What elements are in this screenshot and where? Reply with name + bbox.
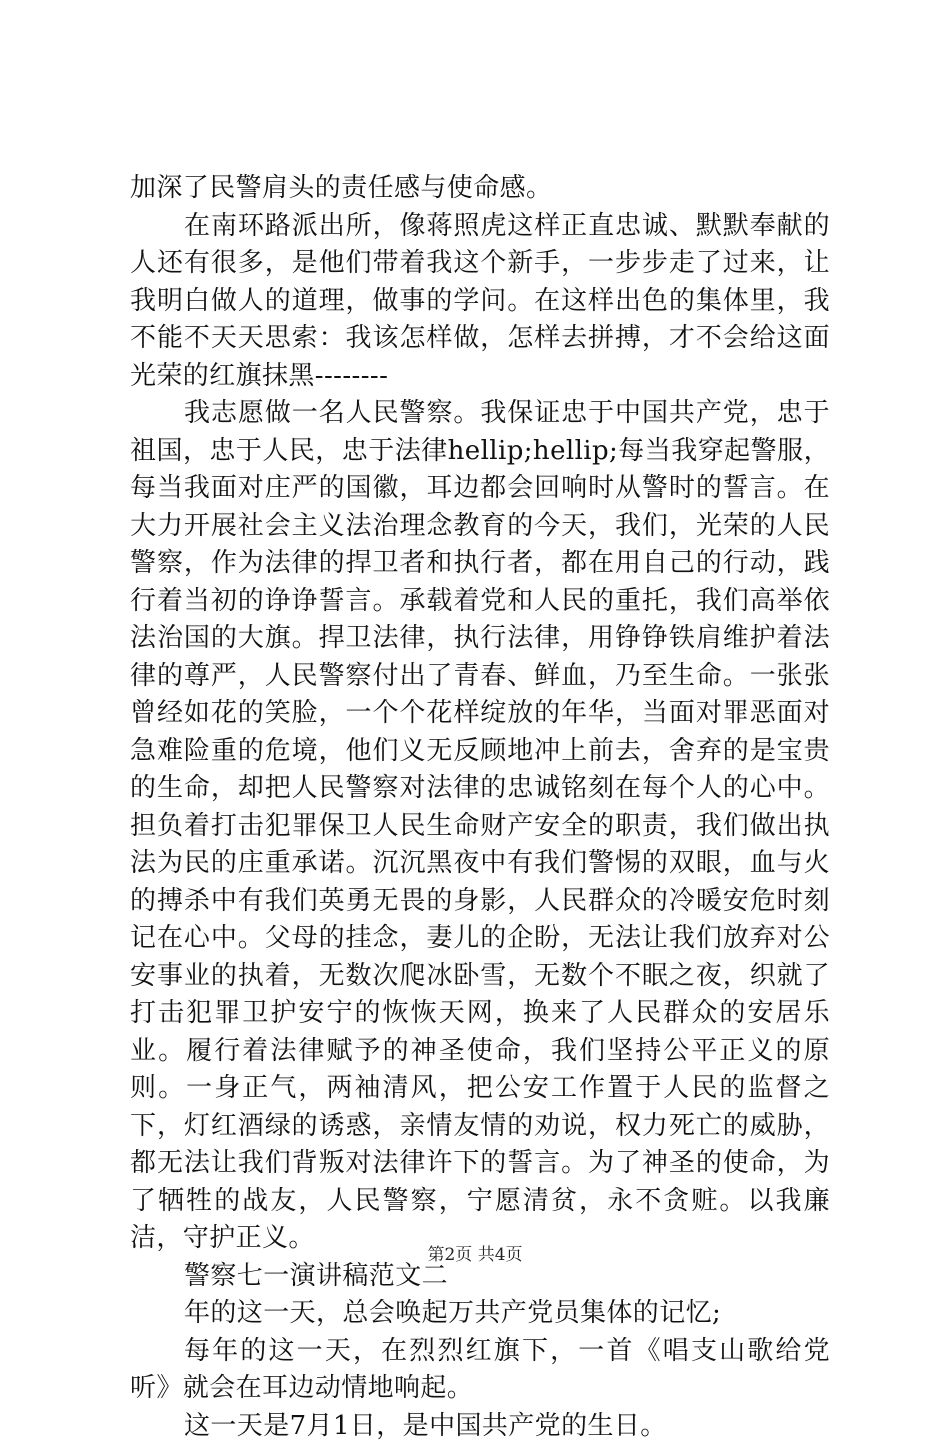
paragraph-7: 这一天是7月1日，是中国共产党的生日。 — [130, 1408, 830, 1445]
paragraph-5: 年的这一天，总会唤起万共产党员集体的记忆; — [130, 1295, 830, 1333]
paragraph-6: 每年的这一天，在烈烈红旗下，一首《唱支山歌给党听》就会在耳边动情地响起。 — [130, 1333, 830, 1408]
paragraph-3: 我志愿做一名人民警察。我保证忠于中国共产党，忠于祖国，忠于人民，忠于法律hellip;hellip;每当我穿起警服，每当我面对庄严的国徽，耳边都会回响时从警时的誓言。在大力开展社会主义法治理念教育的今天，我们，光荣的人民警察，作为法律的捍卫者和执行者，都在用自己的行动，践行着当初的诤诤誓言。承载着党和人民的重托，我们高举依法治国的大旗。捍卫法律，执行法律，用铮铮铁肩维护着法律的尊严，人民警察付出了青春、鲜血，乃至生命。一张张曾经如花的笑脸，一个个花样绽放的年华，当面对罪恶面对急难险重的危境，他们义无反顾地冲上前去，舍弃的是宝贵的生命，却把人民警察对法律的忠诚铭刻在每个人的心中。担负着打击犯罪保卫人民生命财产安全的职责，我们做出执法为民的庄重承诺。沉沉黑夜中有我们警惕的双眼，血与火的搏杀中有我们英勇无畏的身影，人民群众的冷暖安危时刻记在心中。父母的挂念，妻儿的企盼，无法让我们放弃对公安事业的执着，无数次爬冰卧雪，无数个不眠之夜，织就了打击犯罪卫护安宁的恢恢天网，换来了人民群众的安居乐业。履行着法律赋予的神圣使命，我们坚持公平正义的原则。一身正气，两袖清风，把公安工作置于人民的监督之下，灯红酒绿的诱惑，亲情友情的劝说，权力死亡的威胁，都无法让我们背叛对法律许下的誓言。为了神圣的使命，为了牺牲的战友，人民警察，宁愿清贫，永不贪赃。以我廉洁，守护正义。 — [130, 395, 830, 1258]
paragraph-1: 加深了民警肩头的责任感与使命感。 — [130, 170, 830, 208]
section-heading: 警察七一演讲稿范文二 — [130, 1258, 830, 1296]
page-number-footer: 第2页 共4页 — [0, 1244, 950, 1266]
paragraph-2: 在南环路派出所，像蒋照虎这样正直忠诚、默默奉献的人还有很多，是他们带着我这个新手，一步步走了过来，让我明白做人的道理，做事的学问。在这样出色的集体里，我不能不天天思索：我该怎样做，怎样去拼搏，才不会给这面光荣的红旗抹黑-------- — [130, 208, 830, 396]
